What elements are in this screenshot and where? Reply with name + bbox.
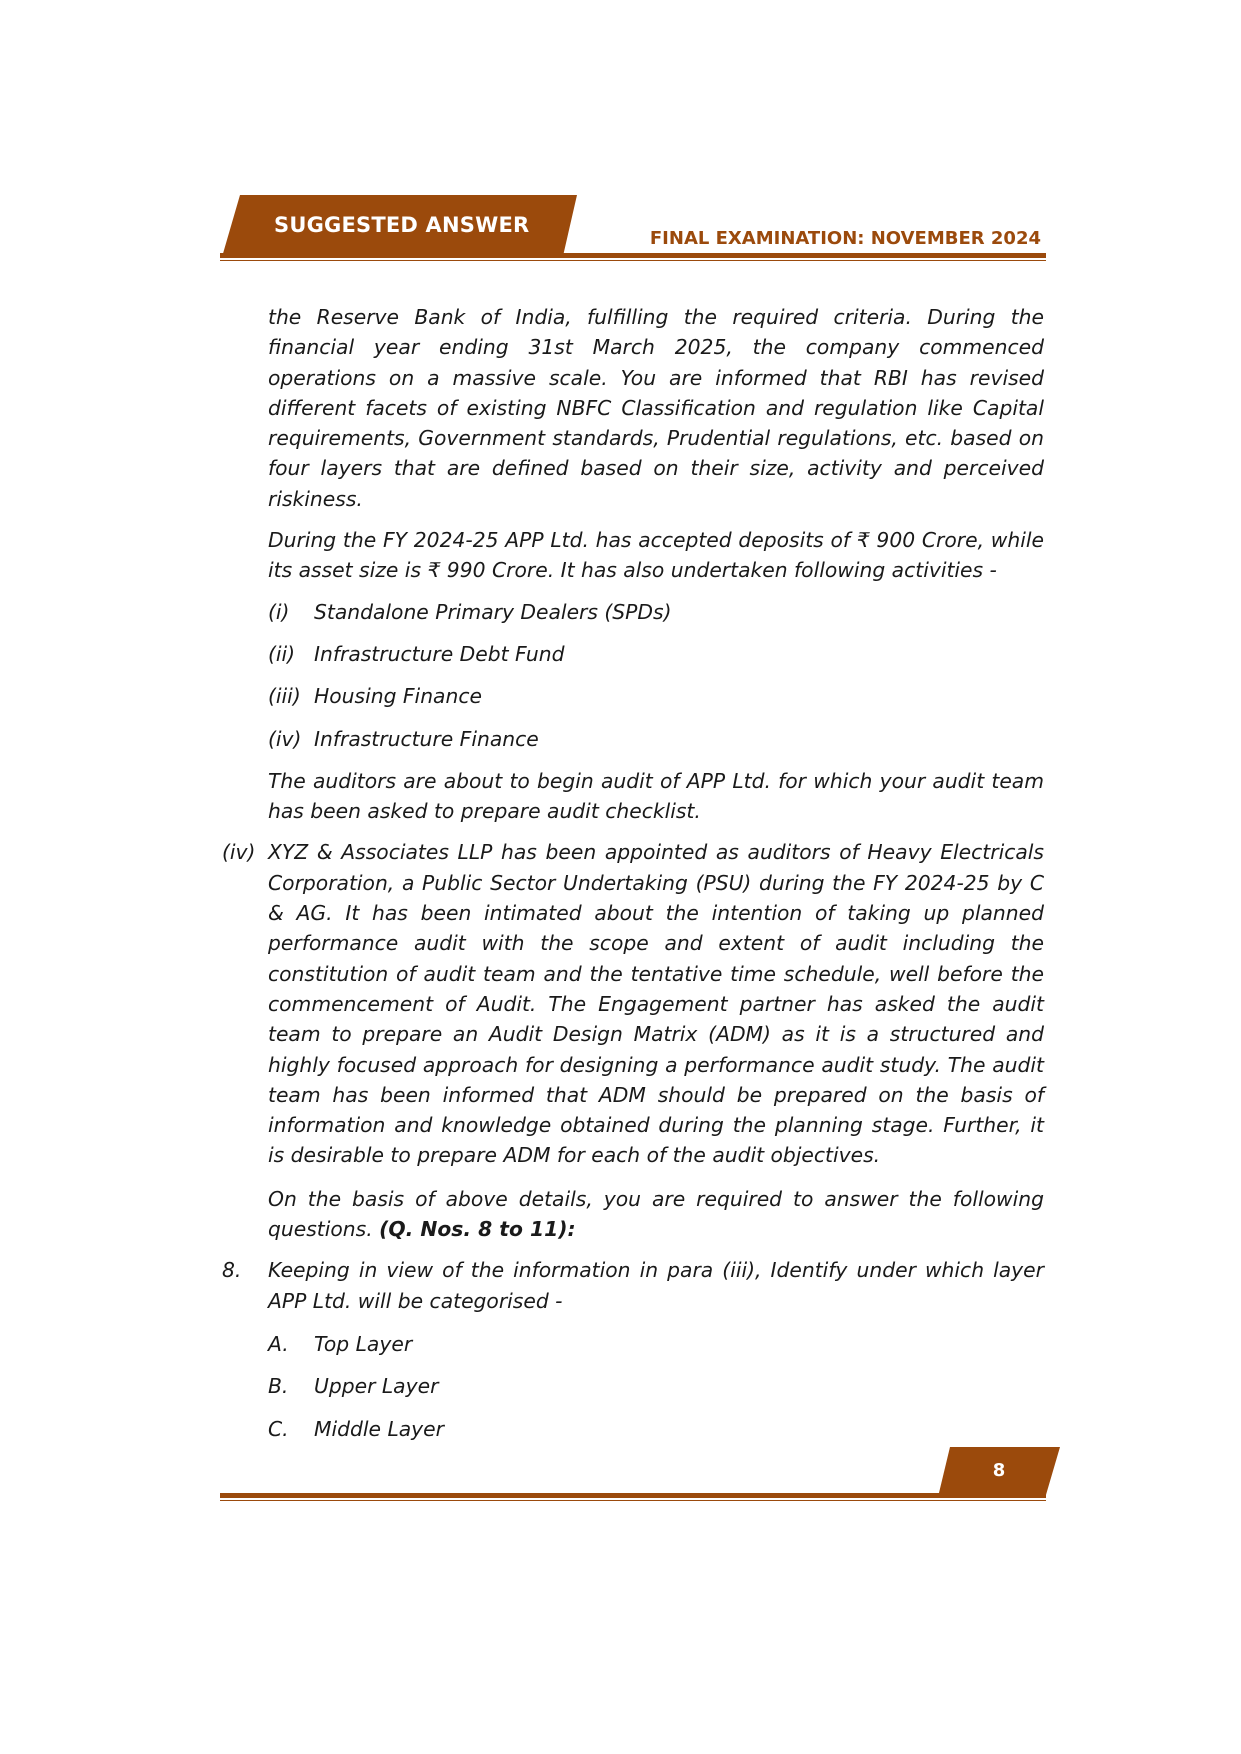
paragraph: During the FY 2024-25 APP Ltd. has accepted deposits of ₹ 900 Crore, while its asset size is ₹ 990 Crore. It has also undertaken following activities - bbox=[268, 528, 1044, 583]
question-range: (Q. Nos. 8 to 11): bbox=[379, 1217, 576, 1242]
header-rule-thin bbox=[220, 260, 1046, 261]
page-body bbox=[222, 302, 1044, 1456]
paragraph: The auditors are about to begin audit of APP Ltd. for which your audit team has been asked to prepare audit checklist. bbox=[268, 768, 1044, 824]
header-tab-label: SUGGESTED ANSWER bbox=[274, 213, 530, 237]
page-number: 8 bbox=[992, 1460, 1006, 1481]
list-item: (iv) Infrastructure Finance bbox=[268, 726, 539, 751]
paragraph: On the basis of above details, you are required to answer the following questions. (Q. Nos. 8 to 11): bbox=[268, 1186, 1044, 1242]
question-item: 8. Keeping in view of the information in para (iii), Identify under which layer APP Ltd. will be categorised - bbox=[222, 1258, 1044, 1313]
header-rule bbox=[220, 253, 1046, 258]
footer-rule bbox=[220, 1493, 1046, 1498]
list-item: (i) Standalone Primary Dealers (SPDs) bbox=[268, 599, 672, 624]
option-item: A. Top Layer bbox=[268, 1331, 413, 1356]
exam-title: FINAL EXAMINATION: NOVEMBER 2024 bbox=[649, 228, 1041, 249]
list-item: (iii) Housing Finance bbox=[268, 684, 482, 709]
list-item: (ii) Infrastructure Debt Fund bbox=[268, 641, 565, 666]
option-item: B. Upper Layer bbox=[268, 1374, 439, 1399]
case-item: (iv) XYZ & Associates LLP has been appointed as auditors of Heavy Electricals Corporation, a Public Sector Undertaking (PSU) during the FY 2024-25 by C & AG. It has been intimated about the intention of taking up planned performance audit with the scope and extent of audit including the constitution of audit team and the tentative time schedule, well before the commencement of Audit. The Engagement partner has asked the audit team to prepare an Audit Design Matrix (ADM) as it is a structured and highly focused approach for designing a performance audit study. The audit team has been informed that ADM should be prepared on the basis of information and knowledge obtained during the planning stage. Further, it is desirable to prepare ADM for each of the audit objectives. bbox=[222, 840, 1044, 1168]
paragraph: the Reserve Bank of India, fulfilling the required criteria. During the financial year ending 31st March 2025, the company commenced operations on a massive scale. You are informed that RBI has revised different facets of existing NBFC Classification and regulation like Capital requirements, Government standards, Prudential regulations, etc. based on four layers that are defined based on their size, activity and perceived riskiness. bbox=[268, 305, 1044, 511]
footer-rule-thin bbox=[220, 1500, 1046, 1501]
option-item: C. Middle Layer bbox=[268, 1416, 444, 1441]
